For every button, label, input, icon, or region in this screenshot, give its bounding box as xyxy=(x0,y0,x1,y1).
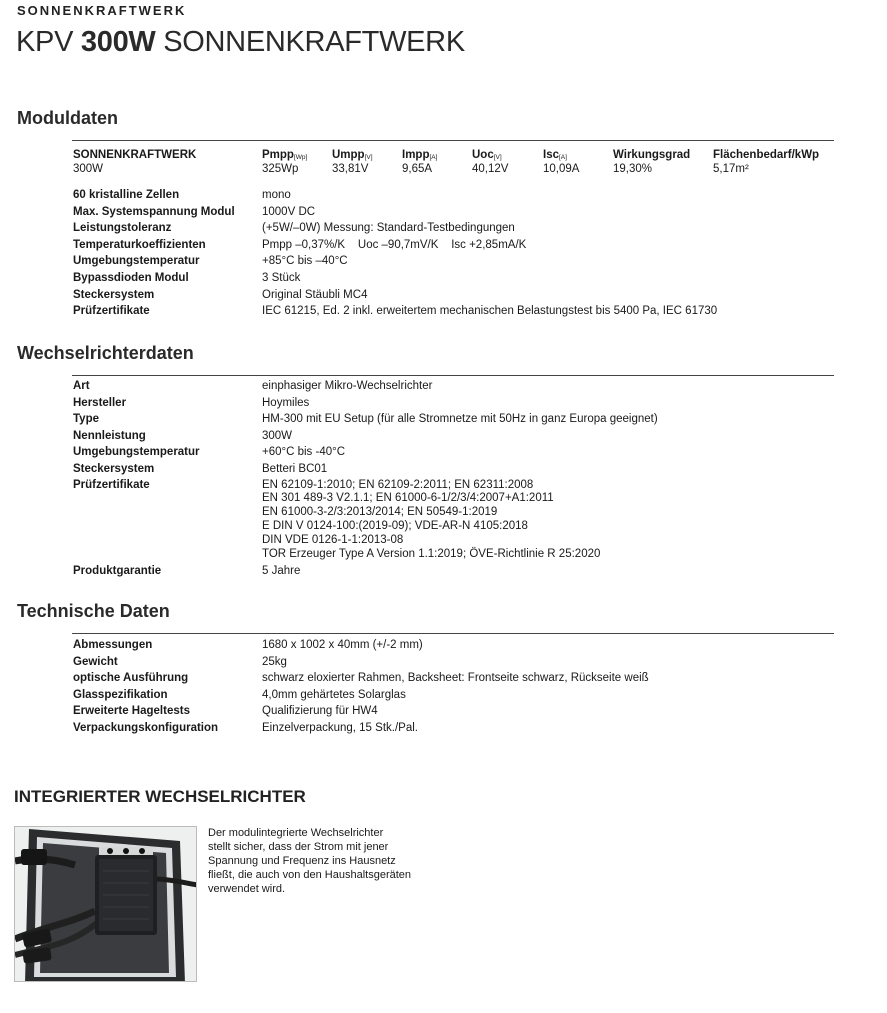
row-value: 3 Stück xyxy=(262,271,301,284)
certificate-line: E DIN V 0124-100:(2019-09); VDE-AR-N 4105:2018 xyxy=(262,520,528,533)
row-label: Steckersystem xyxy=(73,462,155,475)
electrical-column xyxy=(262,149,307,175)
row-value: einphasiger Mikro-Wechselrichter xyxy=(262,380,433,392)
row-label: 60 kristalline Zellen xyxy=(73,189,180,201)
table-row xyxy=(73,654,649,671)
table-row xyxy=(73,220,717,237)
row-label: Type xyxy=(73,413,99,426)
row-value: Hoymiles xyxy=(262,396,310,409)
certificate-line: DIN VDE 0126-1-1:2013-08 xyxy=(262,534,404,547)
row-value: schwarz eloxierter Rahmen, Backsheet: Frontseite schwarz, Rückseite weiß xyxy=(262,672,649,685)
certificate-line: EN 61000-3-2/3:2013/2014; EN 50549-1:2019 xyxy=(262,506,498,519)
row-value: 4,0mm gehärtetes Solarglas xyxy=(262,688,406,701)
table-row xyxy=(73,287,717,304)
electrical-column xyxy=(713,149,819,175)
title-power: 300W xyxy=(80,26,156,58)
row-value: +60°C bis -40°C xyxy=(262,446,346,459)
wechselrichter-table xyxy=(73,378,658,580)
certificates-list xyxy=(262,479,600,562)
brand-label: SONNENKRAFTWERK xyxy=(17,3,187,18)
row-value: +85°C bis –40°C xyxy=(262,255,348,268)
electrical-value: 9,65A xyxy=(402,163,433,175)
row-label: Prüfzertifikate xyxy=(73,305,150,318)
electrical-column xyxy=(613,149,690,175)
table-row xyxy=(73,703,649,720)
row-label: Temperaturkoeffizienten xyxy=(73,238,206,251)
table-row xyxy=(73,563,658,580)
title-suffix: SONNENKRAFTWERK xyxy=(163,26,465,58)
table-row xyxy=(73,461,658,478)
moduldaten-table xyxy=(73,187,717,320)
section-heading-moduldaten: Moduldaten xyxy=(17,108,118,128)
table-row xyxy=(73,687,649,704)
row-value: 1000V DC xyxy=(262,205,316,218)
table-row xyxy=(73,204,717,221)
table-row xyxy=(73,637,649,654)
table-row xyxy=(73,479,658,562)
electrical-column xyxy=(332,149,373,175)
electrical-header: Wirkungsgrad xyxy=(613,149,691,161)
section-heading-wechselrichter: Wechselrichterdaten xyxy=(17,343,194,363)
row-label: Prüfzertifikate xyxy=(73,478,150,491)
row-label: Steckersystem xyxy=(73,288,155,301)
electrical-column xyxy=(472,149,508,175)
table-row xyxy=(73,237,717,254)
row-label: Art xyxy=(73,380,90,392)
row-label: Bypassdioden Modul xyxy=(73,271,189,284)
row-value: 1680 x 1002 x 40mm (+/-2 mm) xyxy=(262,639,423,651)
page-title xyxy=(16,26,465,59)
electrical-value: 325Wp xyxy=(262,163,299,175)
electrical-header: Flächenbedarf/kWp xyxy=(713,149,820,161)
row-value: 25kg xyxy=(262,655,287,668)
electrical-value: 19,30% xyxy=(613,163,653,175)
table-row xyxy=(73,720,649,737)
row-label: Umgebungstemperatur xyxy=(73,255,200,268)
row-value: (+5W/–0W) Messung: Standard-Testbedingungen xyxy=(262,222,515,235)
table-row xyxy=(73,444,658,461)
section-heading-technisch: Technische Daten xyxy=(17,601,170,621)
row-label: Nennleistung xyxy=(73,429,146,442)
certificate-line: TOR Erzeuger Type A Version 1.1:2019; ÖVE-Richtlinie R 25:2020 xyxy=(262,548,601,561)
electrical-header: Umpp$_{[V]}$ xyxy=(332,149,373,161)
row-value: 5 Jahre xyxy=(262,564,301,577)
row-label: optische Ausführung xyxy=(73,672,189,685)
table-row xyxy=(73,378,658,395)
row-value: IEC 61215, Ed. 2 inkl. erweitertem mechanischen Belastungstest bis 5400 Pa, IEC 61730 xyxy=(262,305,718,318)
title-prefix: KPV xyxy=(16,26,74,58)
row-value: Pmpp –0,37%/K Uoc –90,7mV/K Isc +2,85mA/K xyxy=(262,238,527,251)
inverter-photo xyxy=(14,826,197,982)
electrical-header: Uoc$_{[V]}$ xyxy=(472,149,502,161)
certificate-line: EN 62109-1:2010; EN 62109-2:2011; EN 62311:2008 xyxy=(262,478,534,491)
electrical-header: Pmpp$_{[Wp]}$ xyxy=(262,149,308,161)
inverter-description: Der modulintegrierte Wechselrichter stellt sicher, dass der Strom mit jener Spannung und Frequenz ins Hausnetz fließt, die auch von den Haushaltsgeräten verwendet wird. xyxy=(208,827,412,895)
electrical-column xyxy=(543,149,579,175)
table-row xyxy=(73,411,658,428)
electrical-value: 40,12V xyxy=(472,163,509,175)
table-row xyxy=(73,670,649,687)
row-value: 300W xyxy=(262,429,293,442)
table-row xyxy=(73,270,717,287)
electrical-header: Impp$_{[A]}$ xyxy=(402,149,438,161)
electrical-column xyxy=(402,149,437,175)
divider-moduldaten xyxy=(72,140,834,141)
row-value: Original Stäubli MC4 xyxy=(262,288,368,301)
row-label: Max. Systemspannung Modul xyxy=(73,205,235,218)
row-value: mono xyxy=(262,189,291,201)
row-label: Abmessungen xyxy=(73,639,153,651)
electrical-value: 10,09A xyxy=(543,163,580,175)
row-label: Produktgarantie xyxy=(73,564,162,577)
table-row xyxy=(73,395,658,412)
electrical-value: 5,17m² xyxy=(713,163,749,175)
electrical-value: 300W xyxy=(73,163,104,175)
row-label: Erweiterte Hageltests xyxy=(73,705,190,718)
row-value: Qualifizierung für HW4 xyxy=(262,705,378,718)
row-value: Einzelverpackung, 15 Stk./Pal. xyxy=(262,721,418,734)
electrical-value: 33,81V xyxy=(332,163,369,175)
certificate-line: EN 301 489-3 V2.1.1; EN 61000-6-1/2/3/4:2007+A1:2011 xyxy=(262,492,554,505)
row-value: HM-300 mit EU Setup (für alle Stromnetze mit 50Hz in ganz Europa geeignet) xyxy=(262,413,658,426)
row-label: Verpackungskonfiguration xyxy=(73,721,219,734)
row-label: Glasspezifikation xyxy=(73,688,168,701)
row-label: Gewicht xyxy=(73,655,118,668)
table-row xyxy=(73,187,717,204)
row-label: Umgebungstemperatur xyxy=(73,446,200,459)
table-row xyxy=(73,303,717,320)
electrical-header: SONNENKRAFTWERK xyxy=(73,149,197,161)
row-label: Leistungstoleranz xyxy=(73,222,172,235)
row-value: Betteri BC01 xyxy=(262,462,328,475)
section-heading-integriert: INTEGRIERTER WECHSELRICHTER xyxy=(14,787,306,806)
divider-technisch xyxy=(72,633,834,634)
electrical-column xyxy=(73,149,196,175)
table-row xyxy=(73,253,717,270)
technisch-table xyxy=(73,637,649,737)
divider-wechselrichter xyxy=(72,375,834,376)
row-label: Hersteller xyxy=(73,396,127,409)
table-row xyxy=(73,428,658,445)
electrical-header: Isc$_{[A]}$ xyxy=(543,149,567,161)
